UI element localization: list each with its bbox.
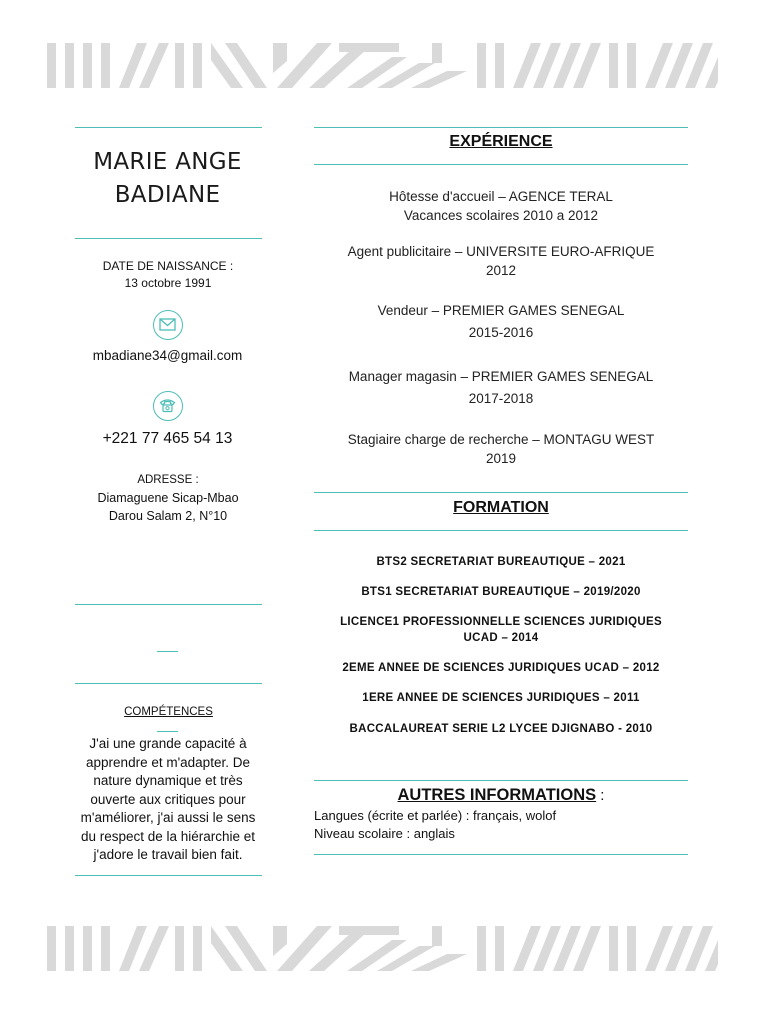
job-title: Stagiaire charge de recherche – MONTAGU WEST bbox=[347, 432, 655, 447]
divider bbox=[314, 530, 688, 531]
bottom-decorative-band bbox=[47, 926, 718, 971]
candidate-name bbox=[47, 146, 288, 212]
experience-item bbox=[314, 242, 688, 280]
divider bbox=[75, 683, 262, 684]
experience-item bbox=[314, 430, 688, 468]
competences-line: nature dynamique et très bbox=[93, 773, 243, 788]
divider bbox=[314, 127, 688, 128]
competences-line: m'améliorer, j'ai aussi le sens bbox=[80, 810, 256, 825]
competences-line: ouverte aux critiques pour bbox=[90, 791, 246, 807]
job-title: Hôtesse d'accueil – AGENCE TERAL bbox=[389, 189, 613, 204]
divider bbox=[314, 492, 688, 493]
competences-line: apprendre et m'adapter. De bbox=[86, 754, 250, 770]
autres-colon: : bbox=[596, 787, 605, 804]
formation-item-line: UCAD – 2014 bbox=[463, 632, 539, 644]
divider bbox=[75, 238, 262, 239]
competences-line: j'adore le travail bien fait. bbox=[93, 847, 243, 862]
job-period: 2015-2016 bbox=[468, 325, 534, 340]
experience-item bbox=[314, 300, 688, 344]
short-divider bbox=[157, 731, 178, 732]
birth-label: DATE DE NAISSANCE : bbox=[102, 259, 234, 273]
divider bbox=[314, 854, 688, 855]
divider bbox=[75, 127, 262, 128]
autres-heading bbox=[314, 786, 688, 805]
formation-item-line: LICENCE1 PROFESSIONNELLE SCIENCES JURIDIQUES bbox=[340, 616, 662, 628]
competences-text bbox=[68, 735, 268, 865]
address-block bbox=[60, 471, 276, 525]
job-period: 2017-2018 bbox=[468, 391, 534, 406]
job-title: Manager magasin – PREMIER GAMES SENEGAL bbox=[348, 369, 654, 384]
experience-item bbox=[314, 187, 688, 225]
job-period: Vacances scolaires 2010 a 2012 bbox=[403, 208, 599, 223]
short-divider bbox=[157, 651, 178, 652]
envelope-icon bbox=[153, 310, 183, 340]
formation-item: BTS1 SECRETARIAT BUREAUTIQUE – 2019/2020 bbox=[361, 586, 641, 598]
phone-number[interactable]: +221 77 465 54 13 bbox=[102, 430, 233, 447]
autres-title: AUTRES INFORMATIONS bbox=[397, 786, 597, 804]
email-address[interactable]: mbadiane34@gmail.com bbox=[92, 348, 243, 363]
divider bbox=[314, 780, 688, 781]
job-title: Vendeur – PREMIER GAMES SENEGAL bbox=[377, 303, 625, 318]
address-line-2: Darou Salam 2, N°10 bbox=[108, 509, 228, 523]
competences-line: du respect de la hiérarchie et bbox=[80, 828, 256, 844]
formation-item: BACCALAUREAT SERIE L2 LYCEE DJIGNABO - 2010 bbox=[349, 723, 653, 735]
languages-line: Langues (écrite et parlée) : français, wolof bbox=[314, 808, 557, 823]
formation-item: 1ERE ANNEE DE SCIENCES JURIDIQUES – 2011 bbox=[362, 692, 640, 704]
formation-item bbox=[314, 614, 688, 646]
competences-title: COMPÉTENCES bbox=[124, 706, 213, 718]
telephone-icon bbox=[153, 391, 183, 421]
competences-line: J'ai une grande capacité à bbox=[89, 736, 247, 751]
job-period: 2019 bbox=[485, 451, 517, 466]
name-line-2: BADIANE bbox=[114, 182, 221, 208]
address-label: ADRESSE : bbox=[137, 474, 199, 486]
experience-title: EXPÉRIENCE bbox=[449, 133, 553, 150]
experience-item bbox=[314, 366, 688, 410]
school-level-line: Niveau scolaire : anglais bbox=[314, 826, 455, 841]
formation-item: 2EME ANNEE DE SCIENCES JURIDIQUES UCAD – 2012 bbox=[342, 662, 660, 674]
formation-title: FORMATION bbox=[453, 499, 549, 516]
job-title: Agent publicitaire – UNIVERSITE EURO-AFRIQUE bbox=[347, 244, 655, 259]
top-decorative-band bbox=[47, 43, 718, 88]
divider bbox=[314, 164, 688, 165]
name-line-1: MARIE ANGE bbox=[93, 149, 242, 175]
formation-item: BTS2 SECRETARIAT BUREAUTIQUE – 2021 bbox=[376, 556, 626, 568]
job-period: 2012 bbox=[485, 263, 517, 278]
divider bbox=[75, 875, 262, 876]
address-line-1: Diamaguene Sicap-Mbao bbox=[97, 491, 239, 505]
divider bbox=[75, 604, 262, 605]
birth-date: 13 octobre 1991 bbox=[124, 276, 212, 290]
birth-block bbox=[68, 258, 268, 292]
